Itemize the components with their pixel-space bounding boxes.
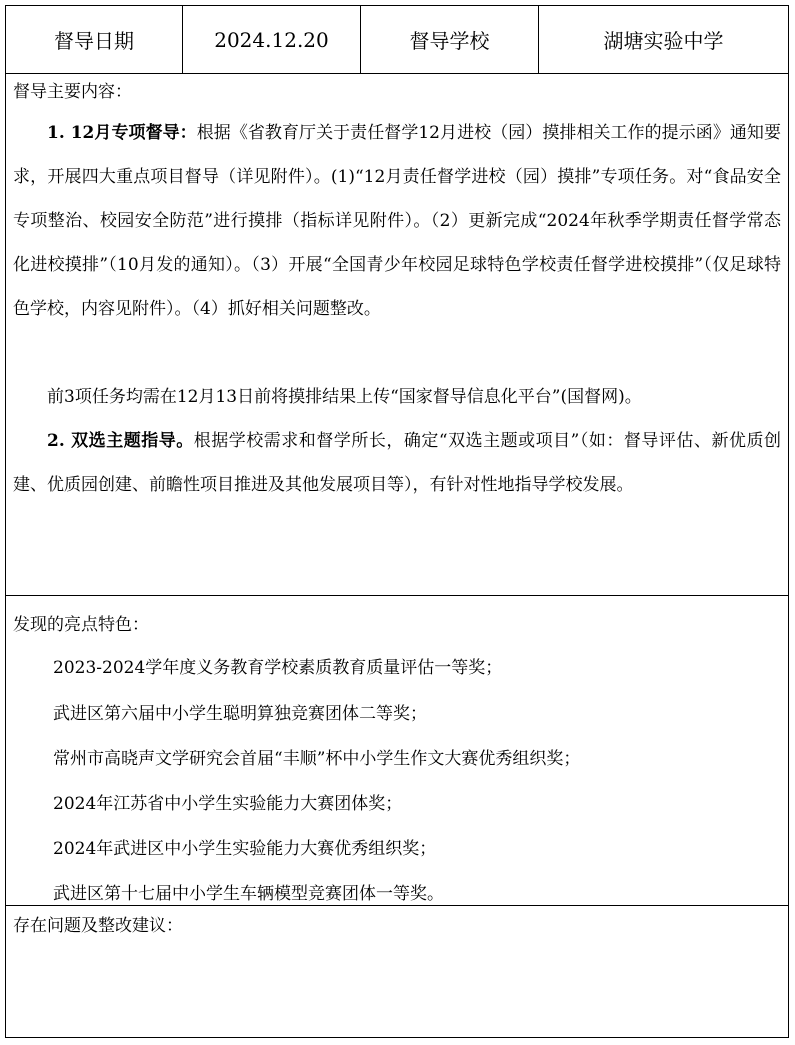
item2-body: 根据学校需求和督学所长，确定“双选主题或项目”（如：督导评估、新优质创建、优质园创建、前瞻性项目推进及其他发展项目等），有针对性地指导学校发展。	[13, 431, 781, 495]
supervision-date-label: 督导日期	[6, 6, 183, 73]
highlights-title: 发现的亮点特色：	[13, 615, 149, 635]
note-paragraph: 前3项任务均需在12月13日前将摸排结果上传“国家督导信息化平台”(国督网)。	[47, 387, 642, 407]
issues-section	[6, 906, 788, 1037]
supervision-school-label: 督导学校	[361, 6, 539, 73]
item1-body: 根据《省教育厅关于责任督学12月进校（园）摸排相关工作的提示函》通知要求，开展四大重点项目督导（详见附件）。(1)“12月责任督学进校（园）摸排”专项任务。对“食品安全专项整治、校园安全防范”进行摸排（指标详见附件）。（2）更新完成“2024年秋季学期责任督学常态化进校摸排”（10月发的通知）。（3）开展“全国青少年校园足球特色学校责任督学进校摸排”（仅足球特色学校，内容见附件）。（4）抓好相关问题整改。	[13, 123, 781, 319]
award-item: 2024年武进区中小学生实验能力大赛优秀组织奖；	[53, 839, 437, 859]
item1-paragraph	[13, 111, 781, 331]
award-item: 2024年江苏省中小学生实验能力大赛团体奖；	[53, 794, 403, 814]
main-content-title: 督导主要内容：	[13, 82, 132, 102]
award-item: 武进区第十七届中小学生车辆模型竞赛团体一等奖。	[53, 884, 444, 904]
highlights-section	[6, 596, 788, 906]
supervision-date-value: 2024.12.20	[183, 6, 361, 73]
item2-paragraph	[13, 419, 781, 507]
award-item: 武进区第六届中小学生聪明算独竞赛团体二等奖；	[53, 704, 427, 724]
header-row	[6, 6, 788, 74]
supervision-school-value: 湖塘实验中学	[603, 29, 724, 53]
supervision-record-table	[5, 5, 789, 1038]
issues-title: 存在问题及整改建议：	[13, 916, 183, 936]
main-content-section	[6, 73, 788, 596]
award-item: 常州市高晓声文学研究会首届“丰顺”杯中小学生作文大赛优秀组织奖；	[53, 749, 581, 769]
award-item: 2023-2024学年度义务教育学校素质教育质量评估一等奖；	[53, 658, 503, 678]
item1-heading: 1. 12月专项督导：	[47, 123, 197, 143]
item2-heading: 2. 双选主题指导。	[47, 431, 194, 451]
